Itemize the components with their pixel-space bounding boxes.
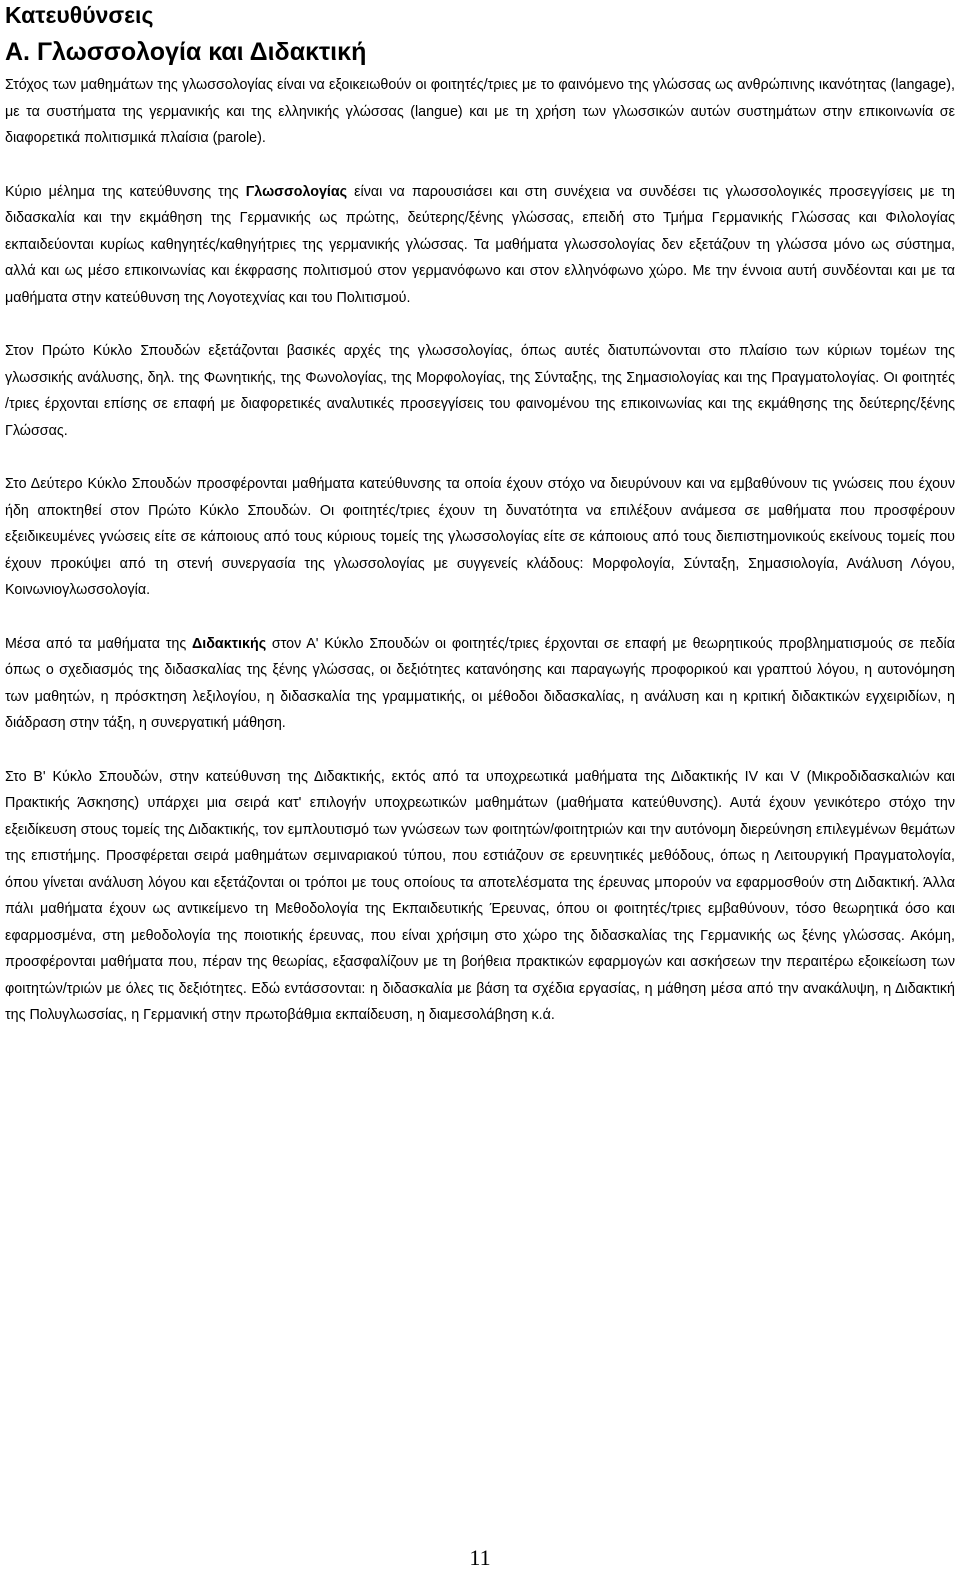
paragraph-didactics-first-cycle bbox=[5, 631, 955, 737]
paragraph-linguistics-focus bbox=[5, 179, 955, 312]
paragraph-text: είναι να παρουσιάσει και στη συνέχεια να συνδέσει τις γλωσσολογικές προσεγγίσεις με τη διδασκαλία και την εκμάθηση της Γερμανικής ως πρώτης, δεύτερης/ξένης γλώσσας, επειδή στο Τμήμα Γερμανικής Γλώσσας και Φιλολογίας εκπαιδεύονται κυρίως καθηγητές/καθηγήτριες της γερμανικής γλώσσας. Τα μαθήματα γλωσσολογίας δεν εξετάζουν τη γλώσσα μόνο ως σύστημα, αλλά και ως μέσο επικοινωνίας και έκφρασης πολιτισμού στον γερμανόφωνο και στον ελληνόφωνο χώρο. Με την έννοια αυτή συνδέονται και με τα μαθήματα στην κατεύθυνση της Λογοτεχνίας και του Πολιτισμού. bbox=[5, 183, 955, 306]
paragraph-didactics-second-cycle: Στο Β' Κύκλο Σπουδών, στην κατεύθυνση της Διδακτικής, εκτός από τα υποχρεωτικά μαθήματα της Διδακτικής IV και V (Μικροδιδασκαλιών και Πρακτικής Άσκησης) υπάρχει μια σειρά κατ' επιλογήν υποχρεωτικών μαθημάτων (μαθήματα κατεύθυνσης). Αυτά έχουν γενικότερο στόχο την εξειδίκευση στους τομείς της Διδακτικής, τον εμπλουτισμό των γνώσεων των φοιτητών/φοιτητριών και την αυτόνομη διερεύνηση επιλεγμένων θεμάτων της επιστήμης. Προσφέρεται σειρά μαθημάτων σεμιναριακού τύπου, που εστιάζουν σε ερευνητικές μεθόδους, όπως η Λειτουργική Πραγματολογία, όπου γίνεται ανάλυση λόγου και εξετάζονται οι τρόποι με τους οποίους τα αποτελέσματα της έρευνας μπορούν να εφαρμοσθούν στη Διδακτική. Άλλα πάλι μαθήματα έχουν ως αντικείμενο τη Μεθοδολογία της Εκπαιδευτικής Έρευνας, όπου οι φοιτητές/τριες εμβαθύνουν, τόσο θεωρητικά όσο και εφαρμοσμένα, στη μεθοδολογία της ποιοτικής έρευνας, που είναι χρήσιμη στο χώρο της διδασκαλίας της Γερμανικής ως ξένης γλώσσας. Ακόμη, προσφέρονται μαθήματα που, πέραν της θεωρίας, εξασφαλίζουν με τη βοήθεια πρακτικών εφαρμογών και ασκήσεων την περαιτέρω εξοικείωση των φοιτητών/τριών με όλες τις δεξιότητες. Εδώ εντάσσονται: η διδασκαλία με βάση τα σχέδια εργασίας, η μάθηση μέσα από την ανακάλυψη, η Διδακτική της Πολυγλωσσίας, η Γερμανική στην πρωτοβάθμια εκπαίδευση, η διαμεσολάβηση κ.ά. bbox=[5, 768, 955, 1023]
subsection-title: Α. Γλωσσολογία και Διδακτική bbox=[5, 38, 367, 66]
paragraph-text: Μέσα από τα μαθήματα της bbox=[5, 635, 192, 652]
page-number: 11 bbox=[469, 1545, 491, 1570]
paragraph-first-cycle: Στον Πρώτο Κύκλο Σπουδών εξετάζονται βασικές αρχές της γλωσσολογίας, όπως αυτές διατυπώνονται στο πλαίσιο των κύριων τομέων της γλωσσικής ανάλυσης, δηλ. της Φωνητικής, της Φωνολογίας, της Μορφολογίας, της Σύνταξης, της Σημασιολογίας και της Πραγματολογίας. Οι φοιτητές /τριες έρχονται επίσης σε επαφή με διαφορετικές αναλυτικές προσεγγίσεις του φαινομένου της επικοινωνίας και της εκμάθησης της δεύτερης/ξένης Γλώσσας. bbox=[5, 343, 955, 439]
section-title: Κατευθύνσεις bbox=[5, 2, 154, 28]
document-page bbox=[5, 0, 955, 1029]
paragraph-second-cycle: Στο Δεύτερο Κύκλο Σπουδών προσφέρονται μαθήματα κατεύθυνσης τα οποία έχουν στόχο να διευρύνουν και να εμβαθύνουν τις γνώσεις που έχουν ήδη αποκτηθεί στον Πρώτο Κύκλο Σπουδών. Οι φοιτητές/τριες έχουν τη δυνατότητα να επιλέξουν ανάμεσα σε μαθήματα που προσφέρουν εξειδικευμένες γνώσεις είτε σε κάποιους από τους κύριους τομείς της γλωσσολογίας είτε σε κάποιους από τους διεπιστημονικούς εκείνους τομείς που έχουν προκύψει από τη στενή συνεργασία της γλωσσολογίας με συγγενείς κλάδους: Μορφολογία, Σύνταξη, Σημασιολογία, Ανάλυση Λόγου, Κοινωνιογλωσσολογία. bbox=[5, 476, 955, 598]
paragraph-goals: Στόχος των μαθημάτων της γλωσσολογίας είναι να εξοικειωθούν οι φοιτητές/τριες με το φαινόμενο της γλώσσας ως ανθρώπινης ικανότητας (langage), με τα συστήματα της γερμανικής και της ελληνικής γλώσσας (langue) και με τη χρήση των γλωσσικών αυτών συστημάτων στην επικοινωνία σε διαφορετικά πολιτισμικά πλαίσια (parole). bbox=[5, 77, 955, 146]
paragraph-text: στον Α' Κύκλο Σπουδών οι φοιτητές/τριες έρχονται σε επαφή με θεωρητικούς προβληματισμούς σε πεδία όπως ο σχεδιασμός της διδασκαλίας της ξένης γλώσσας, οι δεξιότητες κατανόησης και παραγωγής προφορικού και γραπτού λόγου, η αυτονόμηση των μαθητών, η πρόσκτηση λεξιλογίου, η διδασκαλία της γραμματικής, οι μέθοδοι διδασκαλίας, η ανάλυση και η κριτική διδακτικών εγχειριδίων, η διάδραση στην τάξη, η συνεργατική μάθηση. bbox=[5, 635, 955, 731]
bold-term-linguistics: Γλωσσολογίας bbox=[245, 183, 348, 200]
bold-term-didactics: Διδακτικής bbox=[191, 635, 267, 652]
paragraph-text: Κύριο μέλημα της κατεύθυνσης της bbox=[5, 183, 246, 200]
